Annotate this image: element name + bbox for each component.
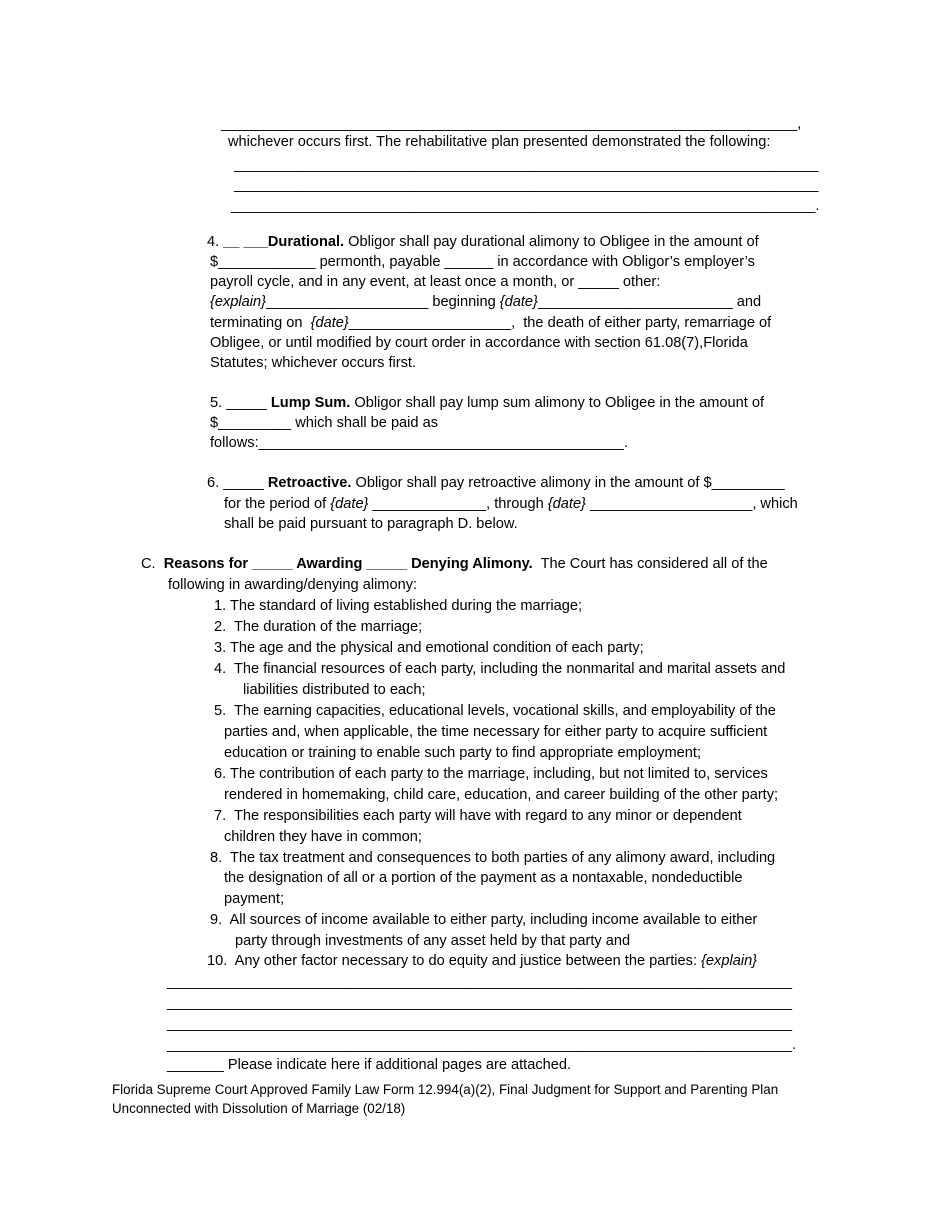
lump-sum-title: Lump Sum. xyxy=(270,395,351,411)
durational-checkbox-blank[interactable]: __ ___ xyxy=(223,234,268,250)
durational-line-2: $____________ permonth, payable ______ in accordance with Obligor’s employer’s xyxy=(210,254,755,270)
date-label: {date} xyxy=(499,294,538,310)
factor-line: 9. All sources of income available to either party, including income available to either xyxy=(210,912,758,928)
reasons-text-1: The Court has considered all of the xyxy=(532,556,768,572)
rehab-plan-blank-1[interactable]: ________________________________________________________________________ xyxy=(234,157,819,173)
rehab-plan-blank-2[interactable]: ________________________________________________________________________ xyxy=(234,177,819,193)
factor-line-10 xyxy=(207,951,757,971)
factor-line: party through investments of any asset held by that party and xyxy=(235,933,631,949)
retroactive-text-1: Obligor shall pay retroactive alimony in the amount of $_________ xyxy=(351,475,785,491)
durational-line-4 xyxy=(210,292,761,312)
factor-line: parties and, when applicable, the time necessary for either party to acquire sufficient xyxy=(224,724,768,740)
other-factor-blank-1[interactable]: _____________________________________________________________________________ xyxy=(167,974,792,990)
durational-begin-blank[interactable]: ________________________ and xyxy=(537,294,762,310)
period-text: for the period of xyxy=(224,496,331,512)
lump-sum-line-1 xyxy=(210,393,764,413)
date-label: {date} xyxy=(547,496,586,512)
retroactive-line-1 xyxy=(207,473,785,493)
factor-line: the designation of all or a portion of the payment as a nontaxable, nondeductible xyxy=(224,870,743,886)
retroactive-title: Retroactive. xyxy=(267,475,352,491)
explain-label: {explain} xyxy=(210,294,266,310)
reasons-title: Reasons for _____ Awarding _____ Denying Alimony. xyxy=(163,556,533,572)
factor-line: 2. The duration of the marriage; xyxy=(214,619,423,635)
factor-10-text: 10. Any other factor necessary to do equity and justice between the parties: xyxy=(207,953,702,969)
reasons-heading xyxy=(141,554,768,574)
factor-line: 8. The tax treatment and consequences to both parties of any alimony award, including xyxy=(210,850,776,866)
factor-line: rendered in homemaking, child care, education, and career building of the other party; xyxy=(224,787,779,803)
durational-text-1: Obligor shall pay durational alimony to Obligee in the amount of xyxy=(344,234,759,250)
factor-line: liabilities distributed to each; xyxy=(243,682,426,698)
retroactive-checkbox-blank[interactable]: 6. _____ xyxy=(207,475,268,491)
durational-line-1 xyxy=(207,232,759,252)
factor-line: 6. The contribution of each party to the marriage, including, but not limited to, services xyxy=(214,766,768,782)
lump-sum-amount-blank[interactable]: $_________ which shall be paid as xyxy=(210,415,438,431)
terminating-text: terminating on xyxy=(210,315,311,331)
factor-line: 4. The financial resources of each party, including the nonmarital and marital assets and xyxy=(214,661,786,677)
durational-line-5 xyxy=(210,313,771,333)
section-letter: C. xyxy=(141,556,156,572)
lump-sum-follows-blank[interactable]: follows:_____________________________________________. xyxy=(210,435,628,451)
retroactive-line-3: shall be paid pursuant to paragraph D. below. xyxy=(224,516,518,532)
retroactive-through-blank[interactable]: ____________________, which xyxy=(585,496,798,512)
factor-line: payment; xyxy=(224,891,285,907)
factor-line: children they have in common; xyxy=(224,829,422,845)
rehab-end-date-blank[interactable]: _______________________________________________________________________, xyxy=(221,116,802,132)
durational-line-6: Obligee, or until modified by court order in accordance with section 61.08(7),Florida xyxy=(210,335,748,351)
reasons-text-2: following in awarding/denying alimony: xyxy=(168,577,418,593)
retroactive-line-2 xyxy=(224,494,798,514)
explain-label: {explain} xyxy=(701,953,758,969)
factor-line: education or training to enable such party to find appropriate employment; xyxy=(224,745,702,761)
factor-line: 3. The age and the physical and emotional condition of each party; xyxy=(214,640,644,656)
rehab-plan-text: whichever occurs first. The rehabilitative plan presented demonstrated the following: xyxy=(228,134,771,150)
durational-title: Durational. xyxy=(267,234,345,250)
lump-sum-checkbox-blank[interactable]: 5. _____ xyxy=(210,395,271,411)
durational-terminate-blank[interactable]: ____________________, the death of either party, remarriage of xyxy=(348,315,772,331)
rehab-plan-blank-3[interactable]: ________________________________________________________________________. xyxy=(231,198,820,214)
factor-line: 5. The earning capacities, educational levels, vocational skills, and employability of the xyxy=(214,703,776,719)
factor-line: 7. The responsibilities each party will have with regard to any minor or dependent xyxy=(214,808,742,824)
retroactive-from-blank[interactable]: ______________, through xyxy=(368,496,548,512)
other-factor-blank-4[interactable]: _____________________________________________________________________________. xyxy=(167,1037,797,1053)
footer-line-1: Florida Supreme Court Approved Family Law Form 12.994(a)(2), Final Judgment for Support and Parenting Plan xyxy=(112,1082,779,1097)
durational-number: 4. xyxy=(207,234,220,250)
factor-line: 1. The standard of living established during the marriage; xyxy=(214,598,583,614)
durational-line-3: payroll cycle, and in any event, at least once a month, or _____ other: xyxy=(210,274,661,290)
date-label: {date} xyxy=(330,496,369,512)
other-factor-blank-2[interactable]: _____________________________________________________________________________ xyxy=(167,995,792,1011)
other-factor-blank-3[interactable]: _____________________________________________________________________________ xyxy=(167,1016,792,1032)
durational-explain-blank[interactable]: ____________________ beginning xyxy=(266,294,500,310)
durational-line-7: Statutes; whichever occurs first. xyxy=(210,355,417,371)
date-label: {date} xyxy=(310,315,349,331)
lump-sum-text-1: Obligor shall pay lump sum alimony to Obligee in the amount of xyxy=(350,395,765,411)
additional-pages-blank[interactable]: _______ Please indicate here if additional pages are attached. xyxy=(167,1057,572,1073)
footer-line-2: Unconnected with Dissolution of Marriage (02/18) xyxy=(112,1101,406,1116)
